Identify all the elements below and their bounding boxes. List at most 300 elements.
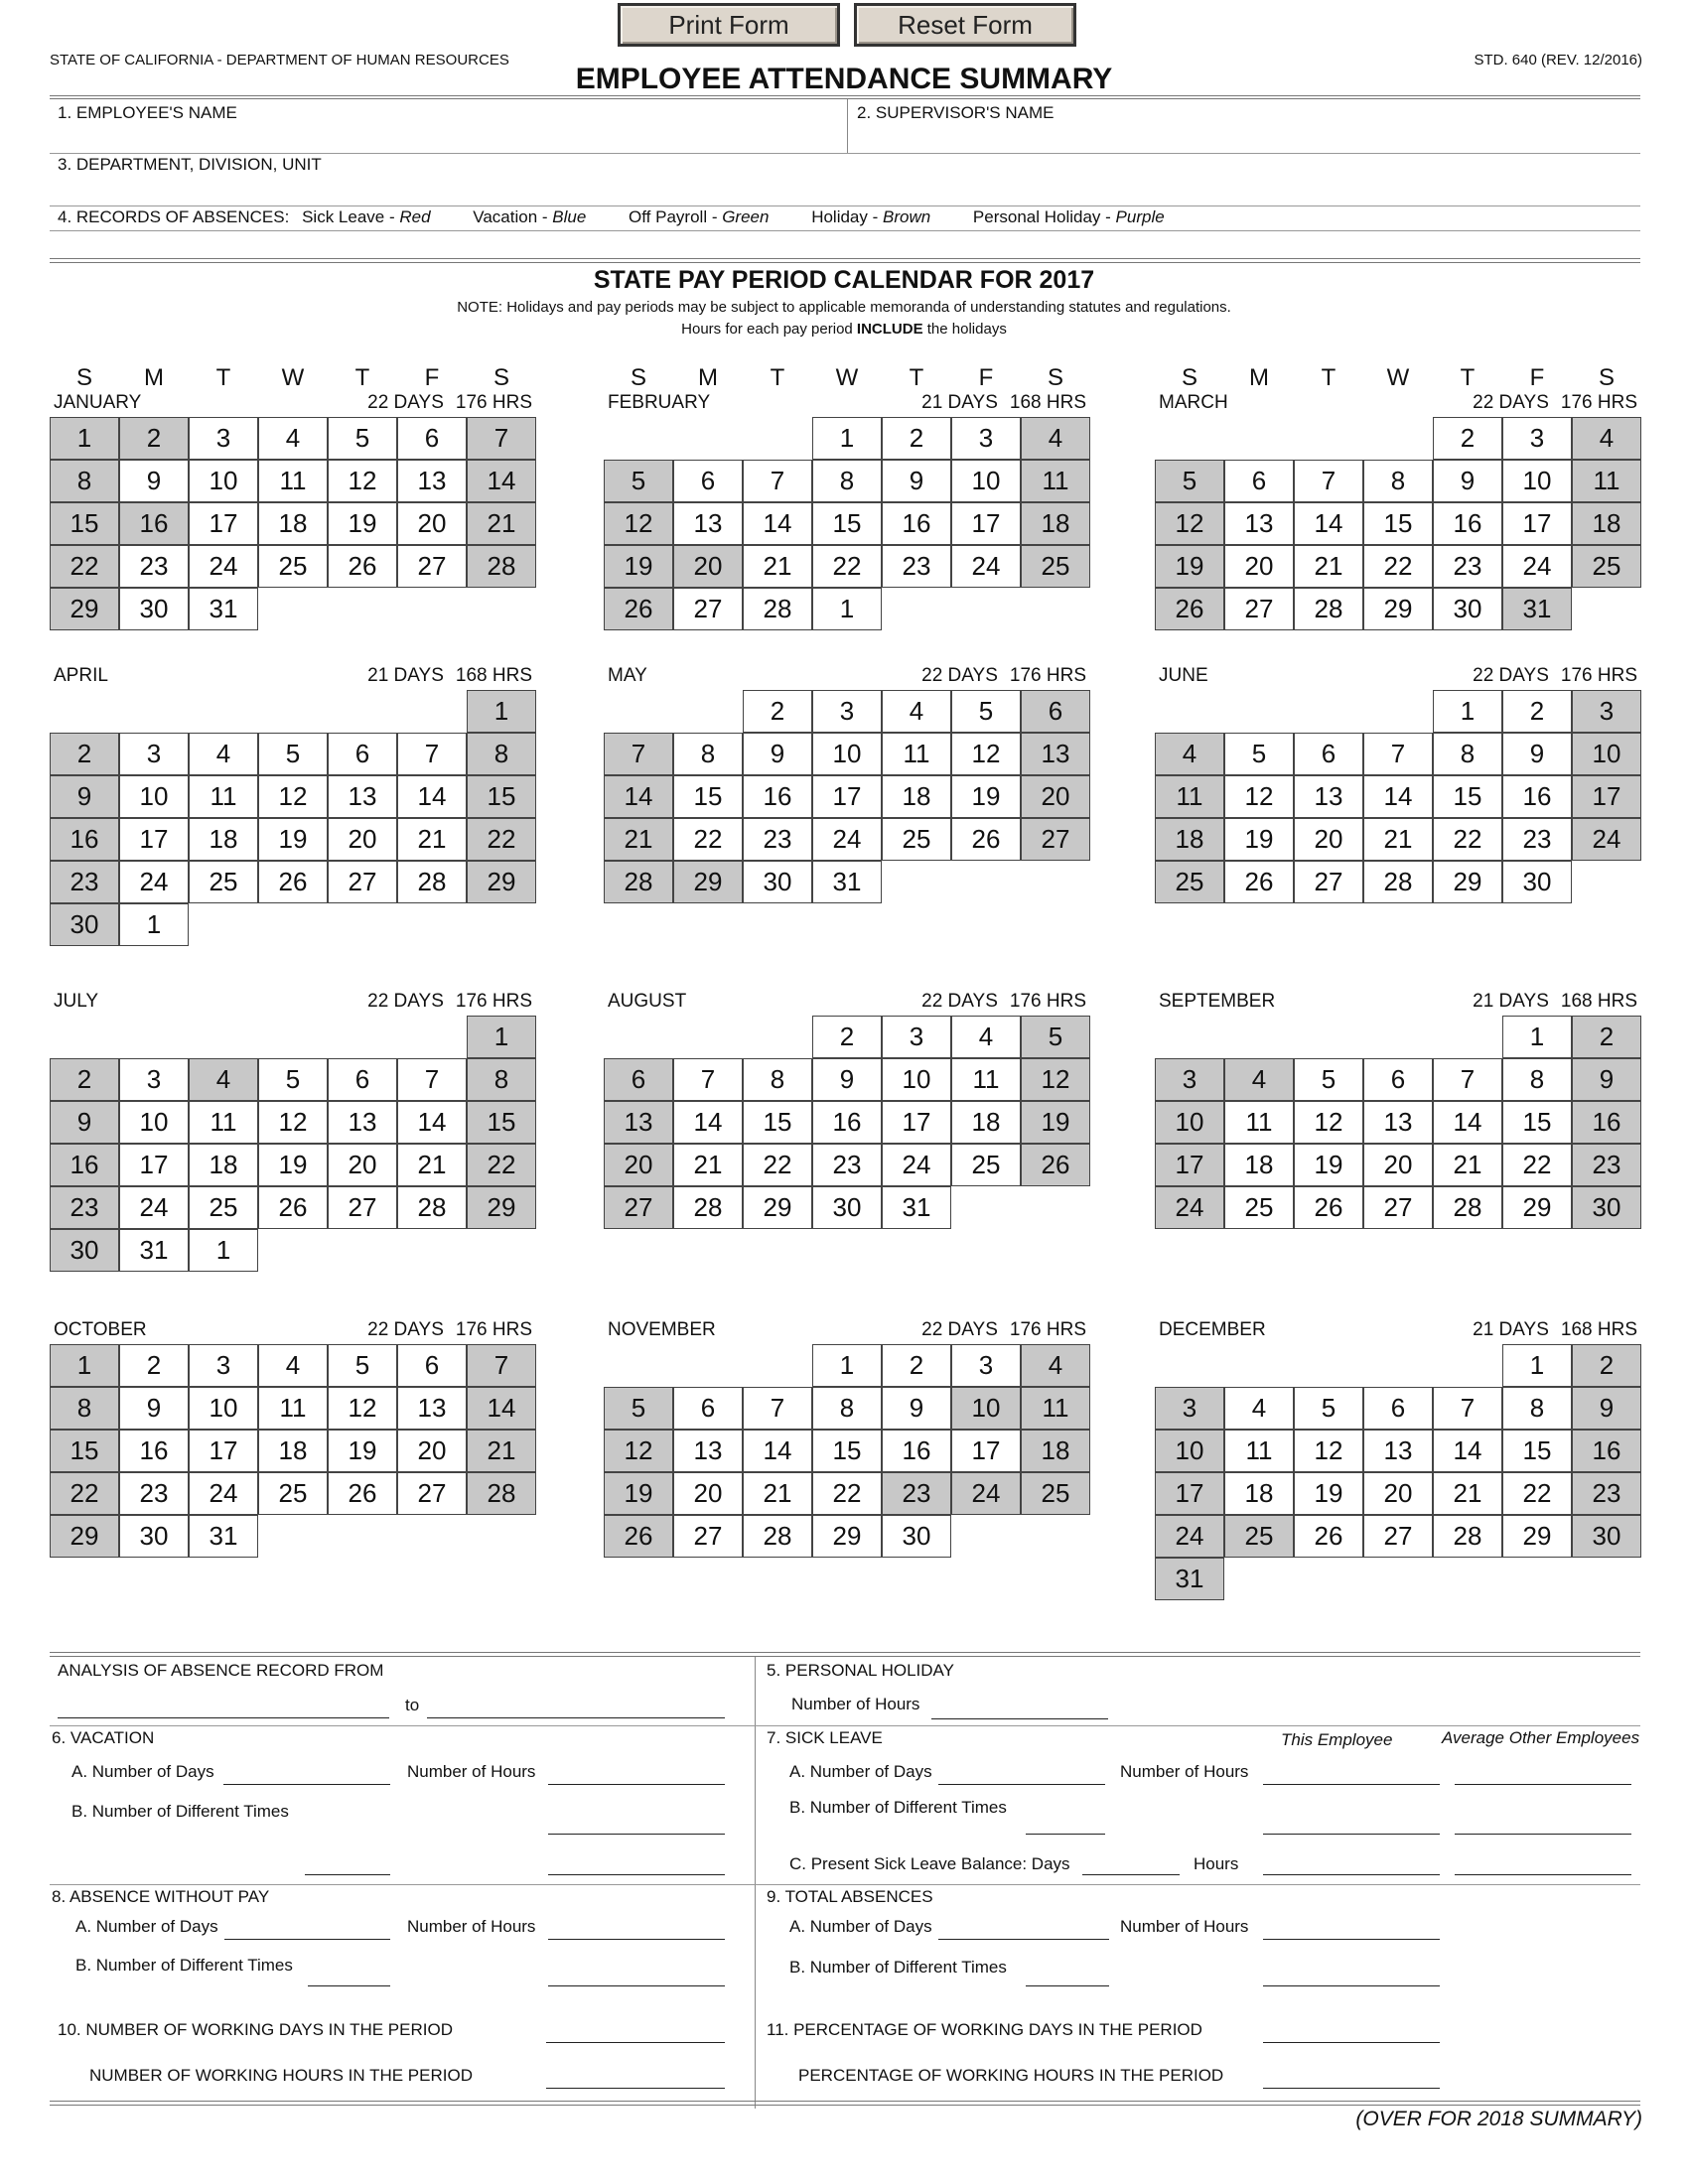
vacation-hours-label: Number of Hours (407, 1762, 536, 1781)
calendar-day-cell: 23 (1572, 1472, 1641, 1515)
day-of-week-header: T (770, 364, 785, 391)
day-of-week-header: M (144, 364, 164, 391)
calendar-day-cell: 3 (119, 1058, 189, 1101)
calendar-day-cell: 30 (119, 1515, 189, 1558)
calendar-day-cell: 19 (328, 1430, 397, 1472)
calendar-day-cell: 12 (1155, 502, 1224, 545)
calendar-day-cell: 8 (467, 1058, 536, 1101)
calendar-day-cell: 8 (743, 1058, 812, 1101)
awp-hours-label: Number of Hours (407, 1917, 536, 1936)
day-of-week-header: T (354, 364, 370, 391)
vacation-times-hours-field[interactable] (548, 1834, 725, 1835)
calendar-day-cell: 1 (1502, 1016, 1572, 1058)
calendar-day-cell: 9 (743, 733, 812, 775)
calendar-day-cell: 6 (328, 733, 397, 775)
calendar-day-cell: 28 (604, 861, 673, 903)
calendar-day-cell: 12 (1224, 775, 1294, 818)
calendar-day-cell: 14 (1433, 1101, 1502, 1144)
calendar-day-cell: 7 (743, 460, 812, 502)
analysis-from-field[interactable] (58, 1717, 389, 1718)
day-of-week-header: W (281, 364, 305, 391)
calendar-day-cell: 12 (604, 502, 673, 545)
calendar-day-cell: 24 (189, 1472, 258, 1515)
calendar-day-cell: 9 (50, 775, 119, 818)
calendar-day-cell: 15 (1433, 775, 1502, 818)
calendar-day-cell: 7 (604, 733, 673, 775)
calendar-day-cell: 12 (258, 1101, 328, 1144)
calendar-day-cell: 5 (604, 1387, 673, 1430)
calendar-day-cell: 15 (50, 502, 119, 545)
analysis-from-label: ANALYSIS OF ABSENCE RECORD FROM (58, 1661, 384, 1680)
awp-times-field[interactable] (308, 1985, 390, 1986)
calendar-day-cell: 28 (1294, 588, 1363, 630)
calendar-day-cell: 23 (812, 1144, 882, 1186)
month-days: 22 DAYS (921, 991, 998, 1012)
sick-times-emp-field[interactable] (1263, 1834, 1440, 1835)
pct-days-label: 11. PERCENTAGE OF WORKING DAYS IN THE PERIOD (767, 2020, 1202, 2039)
calendar-day-cell: 11 (1224, 1101, 1294, 1144)
calendar-day-cell: 19 (258, 1144, 328, 1186)
calendar-day-cell: 7 (673, 1058, 743, 1101)
calendar-day-cell: 14 (397, 775, 467, 818)
calendar-day-cell: 22 (673, 818, 743, 861)
calendar-day-cell: 6 (1224, 460, 1294, 502)
pct-days-field[interactable] (1263, 2042, 1440, 2043)
calendar-day-cell: 27 (673, 588, 743, 630)
calendar-day-cell: 3 (1155, 1058, 1224, 1101)
calendar-day-cell: 6 (673, 1387, 743, 1430)
calendar-day-cell: 17 (189, 1430, 258, 1472)
calendar-day-cell: 5 (1294, 1058, 1363, 1101)
calendar-day-cell: 20 (397, 502, 467, 545)
calendar-day-cell: 31 (119, 1229, 189, 1272)
calendar-day-cell: 17 (119, 1144, 189, 1186)
calendar-day-cell: 12 (1294, 1101, 1363, 1144)
calendar-day-cell: 7 (743, 1387, 812, 1430)
sick-hours-avg-field[interactable] (1455, 1784, 1631, 1785)
calendar-day-cell: 10 (189, 1387, 258, 1430)
calendar-day-cell: 16 (1572, 1430, 1641, 1472)
working-hours-label: NUMBER OF WORKING HOURS IN THE PERIOD (89, 2066, 473, 2085)
sick-balance-hours-field[interactable] (1263, 1874, 1440, 1875)
calendar-day-cell: 12 (1021, 1058, 1090, 1101)
day-of-week-header: S (1047, 364, 1063, 391)
sick-leave-label: 7. SICK LEAVE (767, 1728, 883, 1747)
calendar-day-cell: 19 (328, 502, 397, 545)
calendar-day-cell: 1 (50, 417, 119, 460)
supervisor-name-field[interactable] (857, 125, 1631, 151)
calendar-day-cell: 14 (467, 1387, 536, 1430)
calendar-day-cell: 20 (1021, 775, 1090, 818)
calendar-day-cell: 24 (189, 545, 258, 588)
total-hours-label: Number of Hours (1120, 1917, 1249, 1936)
calendar-day-cell: 11 (1155, 775, 1224, 818)
awp-hours-field[interactable] (548, 1939, 725, 1940)
calendar-day-cell: 10 (882, 1058, 951, 1101)
print-form-button[interactable]: Print Form (618, 3, 840, 47)
month-days: 22 DAYS (367, 1319, 444, 1340)
sick-balance-days-field[interactable] (1082, 1874, 1180, 1875)
sick-days-field[interactable] (938, 1784, 1105, 1785)
calendar-day-cell: 26 (1294, 1515, 1363, 1558)
calendar-day-cell: 11 (1021, 460, 1090, 502)
day-of-week-header: F (1529, 364, 1545, 391)
calendar-day-cell: 27 (1294, 861, 1363, 903)
vacation-days-field[interactable] (223, 1784, 390, 1785)
calendar-day-cell: 6 (1363, 1058, 1433, 1101)
calendar-day-cell: 30 (1433, 588, 1502, 630)
calendar-day-cell: 31 (189, 1515, 258, 1558)
month-name: MAY (608, 665, 647, 686)
calendar-day-cell: 23 (1572, 1144, 1641, 1186)
calendar-day-cell: 11 (951, 1058, 1021, 1101)
day-of-week-header: T (215, 364, 231, 391)
calendar-day-cell: 2 (50, 733, 119, 775)
calendar-day-cell: 3 (189, 417, 258, 460)
sick-times-label: B. Number of Different Times (789, 1798, 1007, 1817)
calendar-day-cell: 13 (673, 502, 743, 545)
calendar-day-cell: 19 (604, 1472, 673, 1515)
calendar-day-cell: 11 (189, 1101, 258, 1144)
calendar-day-cell: 19 (1294, 1472, 1363, 1515)
day-of-week-header: W (835, 364, 859, 391)
calendar-day-cell: 10 (1572, 733, 1641, 775)
calendar-day-cell: 10 (119, 775, 189, 818)
calendar-day-cell: 25 (1021, 1472, 1090, 1515)
calendar-day-cell: 24 (951, 545, 1021, 588)
analysis-to-label: to (405, 1696, 420, 1714)
calendar-day-cell: 14 (1294, 502, 1363, 545)
month-hours: 168 HRS (1009, 392, 1086, 413)
calendar-day-cell: 25 (189, 1186, 258, 1229)
month-name: JUNE (1159, 665, 1208, 686)
calendar-day-cell: 30 (50, 1229, 119, 1272)
calendar-day-cell: 12 (328, 460, 397, 502)
calendar-day-cell: 10 (1155, 1101, 1224, 1144)
sick-balance-label: C. Present Sick Leave Balance: Days (789, 1854, 1070, 1873)
calendar-day-cell: 28 (1433, 1515, 1502, 1558)
month-days-hours (1155, 392, 1637, 414)
calendar-day-cell: 1 (119, 903, 189, 946)
sick-times-avg-field[interactable] (1455, 1834, 1631, 1835)
calendar-day-cell: 12 (258, 775, 328, 818)
calendar-day-cell: 6 (328, 1058, 397, 1101)
calendar-day-cell: 30 (50, 903, 119, 946)
calendar-day-cell: 25 (1224, 1186, 1294, 1229)
calendar-day-cell: 23 (1502, 818, 1572, 861)
month-days: 21 DAYS (367, 665, 444, 686)
calendar-day-cell: 6 (1294, 733, 1363, 775)
over-note: (OVER FOR 2018 SUMMARY) (1355, 2108, 1642, 2130)
calendar-day-cell: 24 (1502, 545, 1572, 588)
sick-balance-avg-field[interactable] (1455, 1874, 1631, 1875)
calendar-day-cell: 30 (743, 861, 812, 903)
calendar-day-cell: 17 (1155, 1144, 1224, 1186)
calendar-day-cell: 24 (1155, 1186, 1224, 1229)
calendar-day-cell: 15 (50, 1430, 119, 1472)
calendar-day-cell: 4 (258, 417, 328, 460)
calendar-day-cell: 3 (882, 1016, 951, 1058)
working-days-field[interactable] (546, 2042, 725, 2043)
sick-hours-field[interactable] (1263, 1784, 1440, 1785)
calendar-day-cell: 24 (951, 1472, 1021, 1515)
calendar-day-cell: 11 (1021, 1387, 1090, 1430)
calendar-day-cell: 31 (1502, 588, 1572, 630)
calendar-day-cell: 13 (1224, 502, 1294, 545)
pct-hours-field[interactable] (1263, 2088, 1440, 2089)
calendar-day-cell: 11 (189, 775, 258, 818)
month-name: JANUARY (54, 392, 142, 413)
vacation-times-label: B. Number of Different Times (71, 1802, 289, 1821)
calendar-day-cell: 27 (328, 861, 397, 903)
calendar-day-cell: 12 (328, 1387, 397, 1430)
calendar-day-cell: 22 (743, 1144, 812, 1186)
calendar-day-cell: 5 (1224, 733, 1294, 775)
calendar-day-cell: 26 (328, 1472, 397, 1515)
total-absences-label: 9. TOTAL ABSENCES (767, 1887, 933, 1906)
calendar-day-cell: 21 (743, 545, 812, 588)
vacation-times-field[interactable] (305, 1874, 390, 1875)
calendar-day-cell: 24 (882, 1144, 951, 1186)
month-days: 22 DAYS (1473, 665, 1549, 686)
calendar-day-cell: 15 (1502, 1101, 1572, 1144)
total-hours-field[interactable] (1263, 1939, 1440, 1940)
calendar-day-cell: 6 (1363, 1387, 1433, 1430)
calendar-day-cell: 26 (1224, 861, 1294, 903)
awp-days-field[interactable] (224, 1939, 390, 1940)
calendar-day-cell: 1 (812, 417, 882, 460)
calendar-day-cell: 18 (882, 775, 951, 818)
month-days-hours (604, 1319, 1086, 1341)
calendar-day-cell: 14 (743, 502, 812, 545)
calendar-day-cell: 19 (1021, 1101, 1090, 1144)
day-of-week-header: M (698, 364, 718, 391)
calendar-day-cell: 2 (882, 1344, 951, 1387)
calendar-day-cell: 13 (397, 460, 467, 502)
calendar-day-cell: 11 (258, 460, 328, 502)
calendar-day-cell: 2 (119, 1344, 189, 1387)
calendar-day-cell: 22 (467, 1144, 536, 1186)
day-of-week-header: S (630, 364, 646, 391)
calendar-day-cell: 29 (1433, 861, 1502, 903)
calendar-day-cell: 22 (812, 545, 882, 588)
total-times-field[interactable] (1026, 1985, 1109, 1986)
calendar-day-cell: 4 (189, 733, 258, 775)
calendar-day-cell: 16 (882, 502, 951, 545)
calendar-day-cell: 28 (1433, 1186, 1502, 1229)
calendar-day-cell: 20 (673, 1472, 743, 1515)
calendar-day-cell: 20 (328, 1144, 397, 1186)
calendar-day-cell: 8 (50, 1387, 119, 1430)
calendar-day-cell: 14 (743, 1430, 812, 1472)
month-hours: 176 HRS (1009, 1319, 1086, 1340)
day-of-week-header: W (1386, 364, 1410, 391)
calendar-day-cell: 8 (1433, 733, 1502, 775)
calendar-day-cell: 26 (1021, 1144, 1090, 1186)
day-of-week-header: T (1460, 364, 1476, 391)
calendar-day-cell: 7 (467, 1344, 536, 1387)
calendar-day-cell: 18 (1021, 1430, 1090, 1472)
reset-form-button[interactable]: Reset Form (854, 3, 1076, 47)
calendar-day-cell: 26 (1155, 588, 1224, 630)
total-times-hours-field[interactable] (1263, 1985, 1440, 1986)
calendar-day-cell: 9 (119, 1387, 189, 1430)
calendar-day-cell: 17 (812, 775, 882, 818)
analysis-to-field[interactable] (427, 1717, 725, 1718)
calendar-day-cell: 27 (1363, 1186, 1433, 1229)
calendar-day-cell: 24 (1155, 1515, 1224, 1558)
calendar-day-cell: 27 (328, 1186, 397, 1229)
calendar-day-cell: 1 (812, 1344, 882, 1387)
month-hours: 176 HRS (1009, 665, 1086, 686)
calendar-day-cell: 23 (50, 861, 119, 903)
calendar-day-cell: 15 (1363, 502, 1433, 545)
calendar-day-cell: 8 (673, 733, 743, 775)
calendar-day-cell: 9 (1572, 1387, 1641, 1430)
total-times-label: B. Number of Different Times (789, 1958, 1007, 1977)
calendar-day-cell: 31 (1155, 1558, 1224, 1600)
calendar-day-cell: 20 (673, 545, 743, 588)
day-of-week-header: S (1181, 364, 1197, 391)
month-hours: 168 HRS (1560, 991, 1637, 1012)
month-days-hours (50, 392, 532, 414)
calendar-day-cell: 3 (1502, 417, 1572, 460)
calendar-day-cell: 22 (1433, 818, 1502, 861)
calendar-day-cell: 16 (743, 775, 812, 818)
calendar-day-cell: 18 (189, 818, 258, 861)
month-days-hours (50, 991, 532, 1013)
calendar-day-cell: 28 (467, 545, 536, 588)
calendar-day-cell: 15 (812, 1430, 882, 1472)
calendar-day-cell: 25 (882, 818, 951, 861)
month-name: OCTOBER (54, 1319, 147, 1340)
awp-times-hours-field[interactable] (548, 1985, 725, 1986)
calendar-day-cell: 30 (119, 588, 189, 630)
working-hours-field[interactable] (546, 2088, 725, 2089)
month-days: 22 DAYS (921, 1319, 998, 1340)
calendar-day-cell: 31 (882, 1186, 951, 1229)
employee-name-label: 1. EMPLOYEE'S NAME (58, 103, 237, 122)
calendar-day-cell: 27 (673, 1515, 743, 1558)
month-days: 22 DAYS (1473, 392, 1549, 413)
calendar-day-cell: 7 (467, 417, 536, 460)
calendar-day-cell: 18 (1155, 818, 1224, 861)
month-hours: 176 HRS (1009, 991, 1086, 1012)
form-number: STD. 640 (REV. 12/2016) (1474, 52, 1642, 68)
calendar-day-cell: 9 (882, 1387, 951, 1430)
calendar-day-cell: 13 (1294, 775, 1363, 818)
total-days-field[interactable] (938, 1939, 1109, 1940)
calendar-day-cell: 8 (1363, 460, 1433, 502)
calendar-day-cell: 30 (1572, 1186, 1641, 1229)
calendar-day-cell: 20 (1224, 545, 1294, 588)
sick-times-field[interactable] (1026, 1834, 1105, 1835)
department-label: 3. DEPARTMENT, DIVISION, UNIT (58, 155, 322, 174)
calendar-day-cell: 17 (1502, 502, 1572, 545)
absence-without-pay-label: 8. ABSENCE WITHOUT PAY (52, 1887, 270, 1906)
calendar-day-cell: 8 (1502, 1058, 1572, 1101)
calendar-day-cell: 25 (189, 861, 258, 903)
calendar-day-cell: 3 (951, 417, 1021, 460)
calendar-day-cell: 2 (812, 1016, 882, 1058)
employee-name-field[interactable] (58, 125, 842, 151)
calendar-day-cell: 24 (119, 861, 189, 903)
calendar-day-cell: 29 (1502, 1515, 1572, 1558)
awp-days-label: A. Number of Days (75, 1917, 218, 1936)
calendar-day-cell: 17 (119, 818, 189, 861)
calendar-day-cell: 17 (1155, 1472, 1224, 1515)
calendar-day-cell: 1 (189, 1229, 258, 1272)
calendar-day-cell: 16 (1502, 775, 1572, 818)
calendar-day-cell: 4 (1155, 733, 1224, 775)
month-name: AUGUST (608, 991, 687, 1012)
calendar-day-cell: 16 (119, 502, 189, 545)
calendar-day-cell: 5 (328, 1344, 397, 1387)
month-days: 21 DAYS (1473, 991, 1549, 1012)
calendar-day-cell: 3 (951, 1344, 1021, 1387)
calendar-day-cell: 2 (1502, 690, 1572, 733)
calendar-day-cell: 7 (1294, 460, 1363, 502)
calendar-day-cell: 19 (1294, 1144, 1363, 1186)
calendar-day-cell: 16 (812, 1101, 882, 1144)
calendar-day-cell: 9 (1502, 733, 1572, 775)
calendar-day-cell: 6 (397, 1344, 467, 1387)
vacation-hours-field[interactable] (548, 1784, 725, 1785)
calendar-day-cell: 4 (1021, 1344, 1090, 1387)
calendar-day-cell: 18 (1224, 1144, 1294, 1186)
calendar-day-cell: 2 (119, 417, 189, 460)
month-days: 21 DAYS (921, 392, 998, 413)
calendar-day-cell: 29 (1363, 588, 1433, 630)
calendar-day-cell: 3 (812, 690, 882, 733)
calendar-day-cell: 25 (951, 1144, 1021, 1186)
vacation-times-hours-field-2[interactable] (548, 1874, 725, 1875)
calendar-day-cell: 6 (397, 417, 467, 460)
sick-balance-hours-label: Hours (1194, 1854, 1239, 1873)
calendar-day-cell: 31 (189, 588, 258, 630)
calendar-day-cell: 5 (1021, 1016, 1090, 1058)
calendar-day-cell: 1 (1433, 690, 1502, 733)
calendar-note-hours: Hours for each pay period INCLUDE the holidays (681, 321, 1007, 338)
form-title: EMPLOYEE ATTENDANCE SUMMARY (575, 63, 1113, 95)
month-days: 22 DAYS (367, 991, 444, 1012)
calendar-day-cell: 2 (50, 1058, 119, 1101)
calendar-day-cell: 22 (50, 1472, 119, 1515)
personal-holiday-hours-label: Number of Hours (791, 1695, 920, 1713)
day-of-week-header: T (909, 364, 924, 391)
calendar-day-cell: 17 (882, 1101, 951, 1144)
awp-times-label: B. Number of Different Times (75, 1956, 293, 1975)
personal-holiday-hours-field[interactable] (931, 1718, 1108, 1719)
calendar-day-cell: 16 (882, 1430, 951, 1472)
calendar-day-cell: 18 (189, 1144, 258, 1186)
calendar-day-cell: 10 (951, 460, 1021, 502)
calendar-day-cell: 15 (673, 775, 743, 818)
department-field[interactable] (58, 177, 1626, 203)
calendar-day-cell: 2 (743, 690, 812, 733)
day-of-week-header: T (1321, 364, 1336, 391)
calendar-day-cell: 26 (604, 1515, 673, 1558)
calendar-day-cell: 29 (743, 1186, 812, 1229)
calendar-day-cell: 11 (882, 733, 951, 775)
month-days: 22 DAYS (367, 392, 444, 413)
calendar-day-cell: 13 (397, 1387, 467, 1430)
calendar-day-cell: 19 (1224, 818, 1294, 861)
calendar-day-cell: 8 (50, 460, 119, 502)
calendar-day-cell: 4 (189, 1058, 258, 1101)
calendar-day-cell: 28 (467, 1472, 536, 1515)
calendar-day-cell: 20 (1294, 818, 1363, 861)
